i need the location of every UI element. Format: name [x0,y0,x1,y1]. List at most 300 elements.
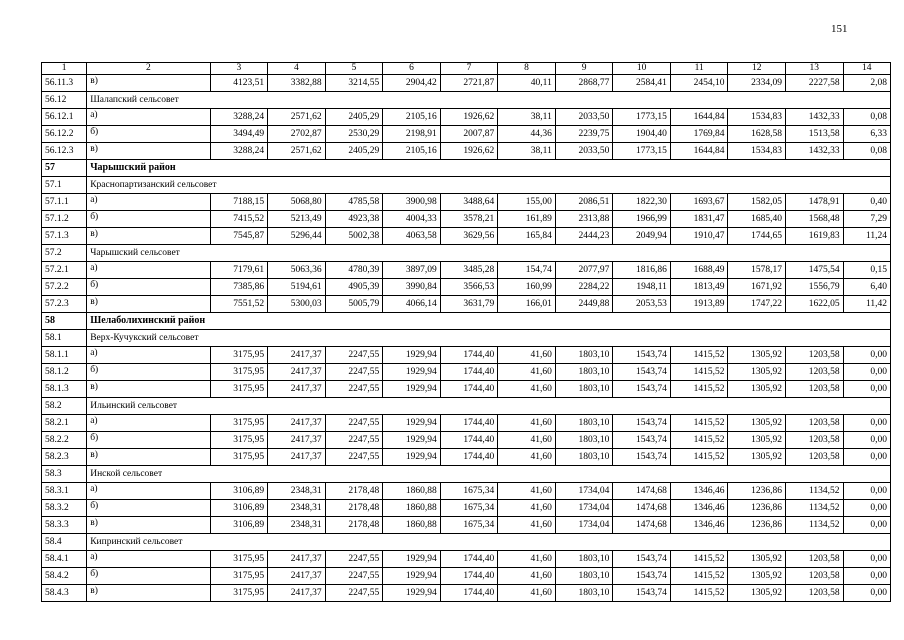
column-header: 14 [843,63,890,75]
value-cell: 1134,52 [786,517,844,534]
value-cell: 3214,55 [325,75,383,92]
value-cell: 2247,55 [325,449,383,466]
table-body [42,63,891,602]
subdistrict-name: Ильинский сельсовет [87,398,891,415]
value-cell: 41,60 [498,381,556,398]
value-cell: 2198,91 [383,126,441,143]
value-cell: 2530,29 [325,126,383,143]
value-cell: 1543,74 [613,347,671,364]
value-cell: 2417,37 [268,551,326,568]
value-cell: 1556,79 [786,279,844,296]
value-cell: 3288,24 [210,143,268,160]
column-header: 2 [87,63,210,75]
value-cell: 4004,33 [383,211,441,228]
table-row [42,109,891,126]
value-cell: 0,00 [843,415,890,432]
row-code: 57 [42,160,87,177]
value-cell: 1236,86 [728,483,786,500]
value-cell: 5300,03 [268,296,326,313]
column-header: 6 [383,63,441,75]
value-cell: 1744,40 [440,432,498,449]
value-cell: 166,01 [498,296,556,313]
value-cell: 2348,31 [268,483,326,500]
subdistrict-row [42,245,891,262]
value-cell: 0,00 [843,500,890,517]
value-cell: 1543,74 [613,568,671,585]
column-number-row [42,63,891,75]
value-cell: 5194,61 [268,279,326,296]
row-code: 56.12.3 [42,143,87,160]
value-cell: 2247,55 [325,381,383,398]
table-row [42,262,891,279]
value-cell: 4063,58 [383,228,441,245]
row-option-label: в) [87,449,210,466]
value-cell: 1929,94 [383,432,441,449]
table-row [42,211,891,228]
value-cell: 5213,49 [268,211,326,228]
value-cell: 1346,46 [670,517,728,534]
value-cell: 1929,94 [383,415,441,432]
value-cell: 1926,62 [440,109,498,126]
value-cell: 1415,52 [670,364,728,381]
row-option-label: а) [87,109,210,126]
value-cell: 2454,10 [670,75,728,92]
row-option-label: б) [87,568,210,585]
value-cell: 1474,68 [613,483,671,500]
column-header: 4 [268,63,326,75]
value-cell: 3566,53 [440,279,498,296]
row-code: 56.12 [42,92,87,109]
value-cell: 1568,48 [786,211,844,228]
value-cell: 7551,52 [210,296,268,313]
value-cell: 1860,88 [383,500,441,517]
value-cell: 41,60 [498,415,556,432]
value-cell: 0,00 [843,347,890,364]
table-row [42,143,891,160]
value-cell: 1346,46 [670,500,728,517]
value-cell: 1734,04 [555,517,613,534]
value-cell: 160,99 [498,279,556,296]
value-cell: 1773,15 [613,109,671,126]
row-option-label: б) [87,279,210,296]
value-cell: 1929,94 [383,364,441,381]
table-row [42,194,891,211]
row-code: 58 [42,313,87,330]
value-cell: 2178,48 [325,500,383,517]
district-row [42,160,891,177]
value-cell: 41,60 [498,364,556,381]
value-cell: 1769,84 [670,126,728,143]
value-cell: 3175,95 [210,432,268,449]
value-cell: 5296,44 [268,228,326,245]
value-cell: 3175,95 [210,585,268,602]
value-cell: 0,00 [843,432,890,449]
value-cell: 2405,29 [325,143,383,160]
row-option-label: в) [87,75,210,92]
value-cell: 2178,48 [325,517,383,534]
value-cell: 2417,37 [268,415,326,432]
value-cell: 3990,84 [383,279,441,296]
value-cell: 1803,10 [555,381,613,398]
value-cell: 2033,50 [555,109,613,126]
value-cell: 0,00 [843,364,890,381]
value-cell: 1478,91 [786,194,844,211]
value-cell: 1534,83 [728,143,786,160]
district-name: Шелаболихинский район [87,313,891,330]
value-cell: 1744,40 [440,364,498,381]
value-cell: 1305,92 [728,449,786,466]
value-cell: 2227,58 [786,75,844,92]
subdistrict-row [42,466,891,483]
value-cell: 1803,10 [555,415,613,432]
value-cell: 1543,74 [613,381,671,398]
value-cell: 3494,49 [210,126,268,143]
value-cell: 1929,94 [383,551,441,568]
value-cell: 3175,95 [210,415,268,432]
value-cell: 1734,04 [555,500,613,517]
value-cell: 1236,86 [728,500,786,517]
value-cell: 1744,40 [440,585,498,602]
value-cell: 1543,74 [613,551,671,568]
column-header: 13 [786,63,844,75]
value-cell: 41,60 [498,585,556,602]
row-code: 57.2 [42,245,87,262]
value-cell: 0,00 [843,568,890,585]
row-option-label: в) [87,296,210,313]
subdistrict-name: Чарышский сельсовет [87,245,891,262]
value-cell: 1803,10 [555,449,613,466]
value-cell: 4923,38 [325,211,383,228]
value-cell: 5005,79 [325,296,383,313]
value-cell: 3897,09 [383,262,441,279]
value-cell: 1619,83 [786,228,844,245]
value-cell: 1475,54 [786,262,844,279]
value-cell: 0,00 [843,449,890,466]
value-cell: 41,60 [498,551,556,568]
row-option-label: а) [87,347,210,364]
table-row [42,415,891,432]
value-cell: 2334,09 [728,75,786,92]
value-cell: 1543,74 [613,449,671,466]
value-cell: 1305,92 [728,585,786,602]
column-header: 7 [440,63,498,75]
value-cell: 1474,68 [613,517,671,534]
value-cell: 40,11 [498,75,556,92]
value-cell: 2053,53 [613,296,671,313]
value-cell: 1305,92 [728,551,786,568]
value-cell: 41,60 [498,500,556,517]
table-row [42,228,891,245]
value-cell: 1203,58 [786,449,844,466]
value-cell: 4123,51 [210,75,268,92]
value-cell: 1860,88 [383,483,441,500]
value-cell: 2247,55 [325,551,383,568]
value-cell: 1644,84 [670,143,728,160]
value-cell: 2284,22 [555,279,613,296]
value-cell: 2077,97 [555,262,613,279]
value-cell: 1236,86 [728,517,786,534]
value-cell: 1744,40 [440,415,498,432]
value-cell: 1929,94 [383,449,441,466]
value-cell: 1816,86 [613,262,671,279]
value-cell: 0,08 [843,143,890,160]
row-code: 58.1.1 [42,347,87,364]
subdistrict-row [42,330,891,347]
row-code: 58.3.3 [42,517,87,534]
row-code: 58.4.1 [42,551,87,568]
value-cell: 1513,58 [786,126,844,143]
value-cell: 3485,28 [440,262,498,279]
table-row [42,381,891,398]
row-code: 58.4 [42,534,87,551]
row-option-label: в) [87,517,210,534]
value-cell: 1744,40 [440,568,498,585]
row-code: 58.3.2 [42,500,87,517]
value-cell: 1622,05 [786,296,844,313]
column-header: 9 [555,63,613,75]
value-cell: 2417,37 [268,432,326,449]
value-cell: 1744,40 [440,347,498,364]
value-cell: 1415,52 [670,568,728,585]
value-cell: 7385,86 [210,279,268,296]
value-cell: 165,84 [498,228,556,245]
value-cell: 3175,95 [210,449,268,466]
value-cell: 2105,16 [383,109,441,126]
value-cell: 1543,74 [613,432,671,449]
value-cell: 2105,16 [383,143,441,160]
row-code: 58.2.2 [42,432,87,449]
subdistrict-name: Верх-Кучукский сельсовет [87,330,891,347]
subdistrict-row [42,177,891,194]
row-option-label: в) [87,143,210,160]
column-header: 11 [670,63,728,75]
value-cell: 2247,55 [325,364,383,381]
table-row [42,279,891,296]
value-cell: 1913,89 [670,296,728,313]
table-row [42,75,891,92]
value-cell: 2571,62 [268,109,326,126]
row-option-label: б) [87,126,210,143]
value-cell: 1929,94 [383,381,441,398]
value-cell: 1831,47 [670,211,728,228]
value-cell: 3175,95 [210,551,268,568]
value-cell: 1543,74 [613,415,671,432]
value-cell: 1671,92 [728,279,786,296]
subdistrict-name: Кипринский сельсовет [87,534,891,551]
row-code: 58.3 [42,466,87,483]
value-cell: 3106,89 [210,500,268,517]
district-row [42,313,891,330]
value-cell: 3106,89 [210,517,268,534]
value-cell: 1305,92 [728,347,786,364]
value-cell: 1432,33 [786,143,844,160]
row-option-label: в) [87,585,210,602]
value-cell: 3175,95 [210,364,268,381]
value-cell: 1203,58 [786,568,844,585]
table-row [42,449,891,466]
value-cell: 1929,94 [383,347,441,364]
value-cell: 0,00 [843,517,890,534]
value-cell: 4066,14 [383,296,441,313]
value-cell: 1744,40 [440,449,498,466]
value-cell: 41,60 [498,449,556,466]
value-cell: 4785,58 [325,194,383,211]
subdistrict-name: Инской сельсовет [87,466,891,483]
value-cell: 41,60 [498,568,556,585]
value-cell: 2049,94 [613,228,671,245]
column-header: 5 [325,63,383,75]
value-cell: 1929,94 [383,585,441,602]
value-cell: 38,11 [498,143,556,160]
value-cell: 2247,55 [325,568,383,585]
subdistrict-row [42,534,891,551]
value-cell: 1929,94 [383,568,441,585]
column-header: 8 [498,63,556,75]
column-header: 12 [728,63,786,75]
table-row [42,347,891,364]
row-option-label: а) [87,483,210,500]
value-cell: 1415,52 [670,432,728,449]
value-cell: 2348,31 [268,517,326,534]
value-cell: 2007,87 [440,126,498,143]
value-cell: 2417,37 [268,364,326,381]
column-header: 1 [42,63,87,75]
value-cell: 1860,88 [383,517,441,534]
row-code: 56.11.3 [42,75,87,92]
table-row [42,551,891,568]
value-cell: 1803,10 [555,585,613,602]
row-code: 56.12.2 [42,126,87,143]
value-cell: 1203,58 [786,415,844,432]
value-cell: 0,00 [843,483,890,500]
value-cell: 1803,10 [555,551,613,568]
value-cell: 2247,55 [325,347,383,364]
row-option-label: а) [87,415,210,432]
row-code: 58.2.1 [42,415,87,432]
row-option-label: б) [87,432,210,449]
value-cell: 1432,33 [786,109,844,126]
value-cell: 3382,88 [268,75,326,92]
value-cell: 1543,74 [613,585,671,602]
column-header: 10 [613,63,671,75]
value-cell: 3578,21 [440,211,498,228]
value-cell: 0,00 [843,585,890,602]
value-cell: 1685,40 [728,211,786,228]
value-cell: 2247,55 [325,432,383,449]
value-cell: 3175,95 [210,381,268,398]
value-cell: 1744,40 [440,551,498,568]
value-cell: 3631,79 [440,296,498,313]
value-cell: 1675,34 [440,483,498,500]
value-cell: 41,60 [498,432,556,449]
value-cell: 1803,10 [555,364,613,381]
value-cell: 5063,36 [268,262,326,279]
value-cell: 7179,61 [210,262,268,279]
value-cell: 7545,87 [210,228,268,245]
subdistrict-row [42,92,891,109]
value-cell: 1415,52 [670,449,728,466]
value-cell: 2417,37 [268,381,326,398]
value-cell: 1415,52 [670,347,728,364]
value-cell: 4905,39 [325,279,383,296]
value-cell: 7188,15 [210,194,268,211]
value-cell: 2313,88 [555,211,613,228]
value-cell: 161,89 [498,211,556,228]
value-cell: 1346,46 [670,483,728,500]
row-code: 57.2.3 [42,296,87,313]
value-cell: 2239,75 [555,126,613,143]
value-cell: 1415,52 [670,381,728,398]
value-cell: 155,00 [498,194,556,211]
value-cell: 1966,99 [613,211,671,228]
row-code: 58.3.1 [42,483,87,500]
value-cell: 2178,48 [325,483,383,500]
row-code: 58.4.3 [42,585,87,602]
value-cell: 1415,52 [670,585,728,602]
subdistrict-name: Шалапский сельсовет [87,92,891,109]
value-cell: 41,60 [498,347,556,364]
value-cell: 3175,95 [210,568,268,585]
value-cell: 3175,95 [210,347,268,364]
value-cell: 2904,42 [383,75,441,92]
value-cell: 1688,49 [670,262,728,279]
value-cell: 3288,24 [210,109,268,126]
value-cell: 1543,74 [613,364,671,381]
subdistrict-name: Краснопартизанский сельсовет [87,177,891,194]
value-cell: 1134,52 [786,500,844,517]
value-cell: 2247,55 [325,415,383,432]
value-cell: 2584,41 [613,75,671,92]
row-option-label: б) [87,500,210,517]
value-cell: 1474,68 [613,500,671,517]
column-header: 3 [210,63,268,75]
value-cell: 11,24 [843,228,890,245]
value-cell: 5068,80 [268,194,326,211]
value-cell: 1305,92 [728,568,786,585]
value-cell: 3900,98 [383,194,441,211]
value-cell: 1628,58 [728,126,786,143]
value-cell: 1582,05 [728,194,786,211]
value-cell: 6,33 [843,126,890,143]
value-cell: 1803,10 [555,432,613,449]
row-option-label: в) [87,381,210,398]
table-row [42,126,891,143]
value-cell: 0,00 [843,381,890,398]
row-option-label: а) [87,194,210,211]
page-number: 151 [831,23,848,35]
value-cell: 1813,49 [670,279,728,296]
row-option-label: б) [87,364,210,381]
value-cell: 1904,40 [613,126,671,143]
value-cell: 2721,87 [440,75,498,92]
table-row [42,432,891,449]
value-cell: 44,36 [498,126,556,143]
value-cell: 0,00 [843,551,890,568]
value-cell: 1578,17 [728,262,786,279]
row-code: 58.1.2 [42,364,87,381]
value-cell: 41,60 [498,483,556,500]
value-cell: 2449,88 [555,296,613,313]
value-cell: 3629,56 [440,228,498,245]
row-code: 57.1 [42,177,87,194]
value-cell: 11,42 [843,296,890,313]
row-code: 57.1.1 [42,194,87,211]
table-row [42,296,891,313]
table-row [42,585,891,602]
value-cell: 1803,10 [555,347,613,364]
value-cell: 5002,38 [325,228,383,245]
value-cell: 0,08 [843,109,890,126]
